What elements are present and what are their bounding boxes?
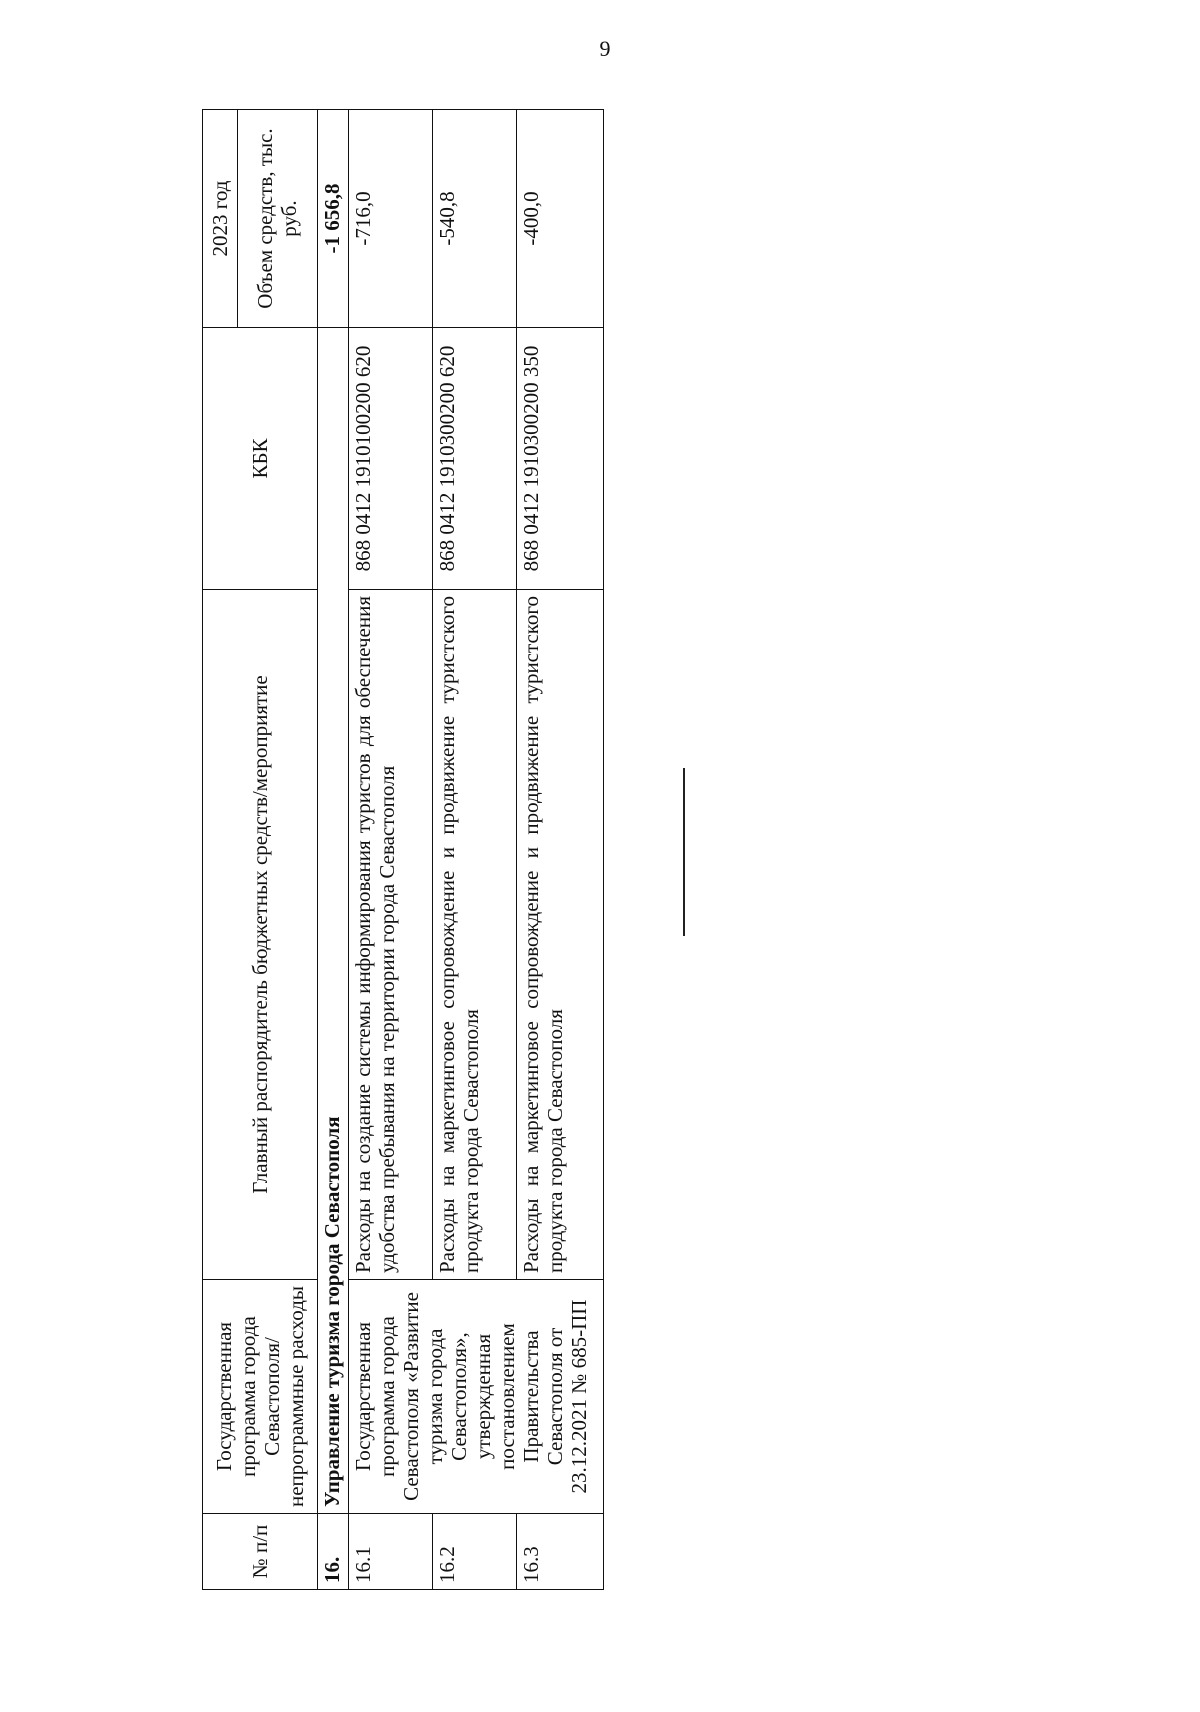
end-separator-line [683,768,685,936]
header-num: № п/п [203,1514,318,1590]
row-event: Расходы на маркетинговое сопровождение и продвижение туристского продукта города Севастополя [433,590,517,1280]
row-amount: -716,0 [348,110,432,328]
row-kbk: 868 0412 1910100200 620 [348,328,432,590]
row-kbk: 868 0412 1910300200 620 [433,328,517,590]
row-num: 16.3 [517,1514,604,1590]
row-event: Расходы на создание системы информирования туристов для обеспечения удобства пребывания на территории города Севастополя [348,590,432,1280]
section-total: -1 656,8 [317,110,348,328]
table-header-row [203,110,238,1590]
section-num: 16. [317,1514,348,1590]
budget-table-rotated [202,110,604,1590]
header-event: Главный распорядитель бюджетных средств/мероприятие [203,590,318,1280]
header-kbk: КБК [203,328,318,590]
row-amount: -540,8 [433,110,517,328]
section-row [317,110,348,1590]
row-num: 16.2 [433,1514,517,1590]
budget-table [202,109,604,1590]
row-num: 16.1 [348,1514,432,1590]
header-program: Государственная программа города Севастополя/ непрограммные расходы [203,1280,318,1514]
page-number: 9 [599,36,611,61]
row-event: Расходы на маркетинговое сопровождение и продвижение туристского продукта города Севастополя [517,590,604,1280]
row-amount: -400,0 [517,110,604,328]
header-year: 2023 год [203,110,238,328]
table-row [348,110,432,1590]
section-title: Управление туризма города Севастополя [317,328,348,1514]
row-kbk: 868 0412 1910300200 350 [517,328,604,590]
program-name: Государственная программа города Севастополя «Развитие туризма города Севастополя», утвержденная постановлением Правительства Севастополя от 23.12.2021 № 685-ПП [348,1280,603,1514]
header-volume: Объем средств, тыс. руб. [238,110,317,328]
